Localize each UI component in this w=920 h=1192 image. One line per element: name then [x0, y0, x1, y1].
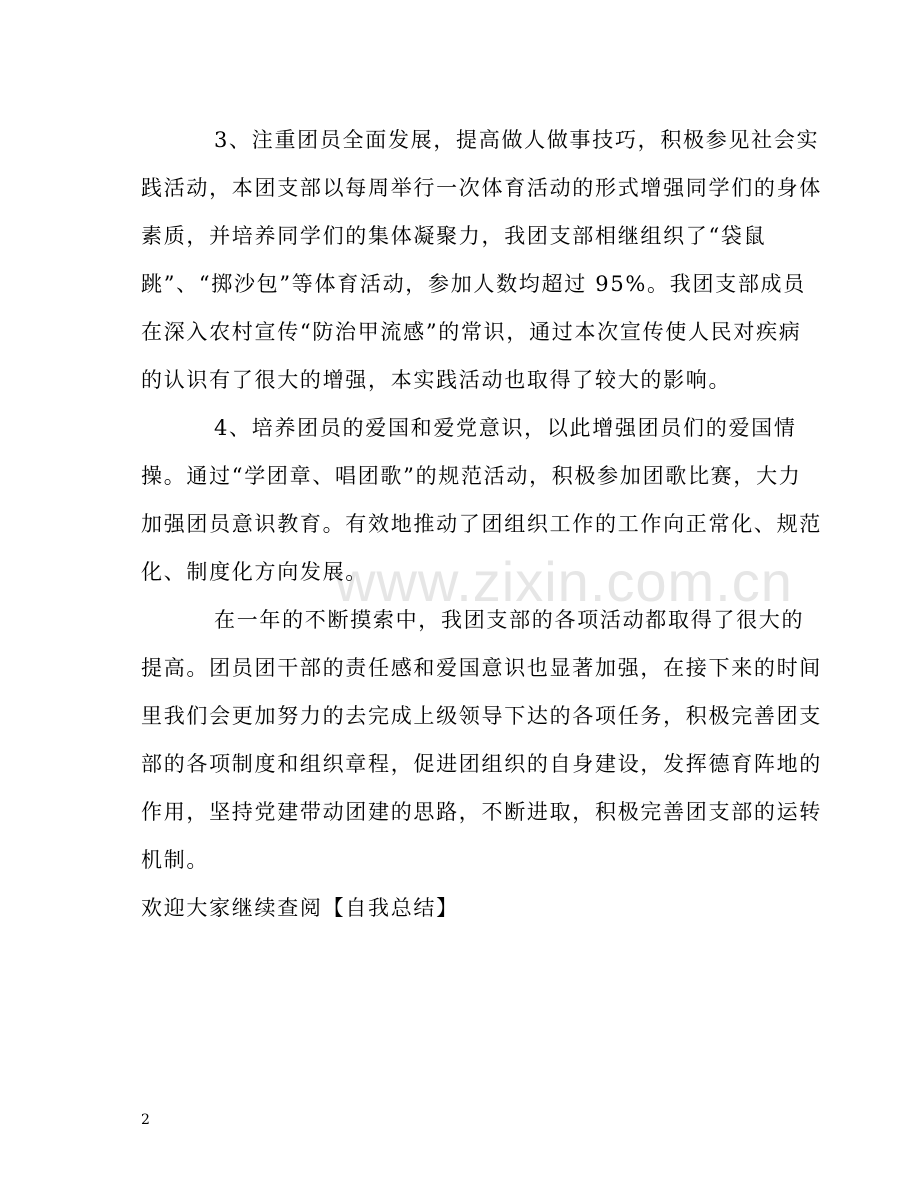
watermark: www.zixin.com.cn — [335, 550, 793, 613]
paragraph-3-line-1: 在一年的不断摸索中，我团支部的各项活动都取得了很大的 — [214, 608, 805, 632]
paragraph-1-line-2: 践活动，本团支部以每周举行一次体育活动的形式增强同学们的身体 — [141, 176, 822, 200]
paragraph-2-line-3: 加强团员意识教育。有效地推动了团组织工作的工作向正常化、规范 — [141, 512, 822, 536]
page-number: 2 — [141, 1112, 150, 1128]
paragraph-1-line-1: 3、注重团员全面发展，提高做人做事技巧，积极参见社会实 — [214, 128, 820, 152]
paragraph-3-line-2: 提高。团员团干部的责任感和爱国意识也显著加强，在接下来的时间 — [141, 656, 822, 680]
paragraph-3-line-5: 作用，坚持党建带动团建的思路，不断进取，积极完善团支部的运转 — [141, 800, 822, 824]
paragraph-1-line-4: 跳”、“掷沙包”等体育活动，参加人数均超过 95%。我团支部成员 — [141, 272, 806, 296]
paragraph-2-line-2: 操。通过“学团章、唱团歌”的规范活动，积极参加团歌比赛，大力 — [141, 464, 802, 488]
paragraph-1-line-6: 的认识有了很大的增强，本实践活动也取得了较大的影响。 — [141, 368, 732, 392]
closing-link-line[interactable]: 欢迎大家继续查阅【自我总结】 — [141, 896, 459, 920]
paragraph-2-line-1: 4、培养团员的爱国和爱党意识，以此增强团员们的爱国情 — [214, 416, 797, 440]
paragraph-3-line-6: 机制。 — [141, 848, 210, 872]
paragraph-3-line-4: 部的各项制度和组织章程，促进团组织的自身建设，发挥德育阵地的 — [141, 752, 822, 776]
paragraph-2-line-4: 化、制度化方向发展。 — [141, 560, 368, 584]
paragraph-1-line-3: 素质，并培养同学们的集体凝聚力，我团支部相继组织了“袋鼠 — [141, 224, 767, 248]
paragraph-1-line-5: 在深入农村宣传“防治甲流感”的常识，通过本次宣传使人民对疾病 — [141, 320, 802, 344]
paragraph-3-line-3: 里我们会更加努力的去完成上级领导下达的各项任务，积极完善团支 — [141, 704, 822, 728]
